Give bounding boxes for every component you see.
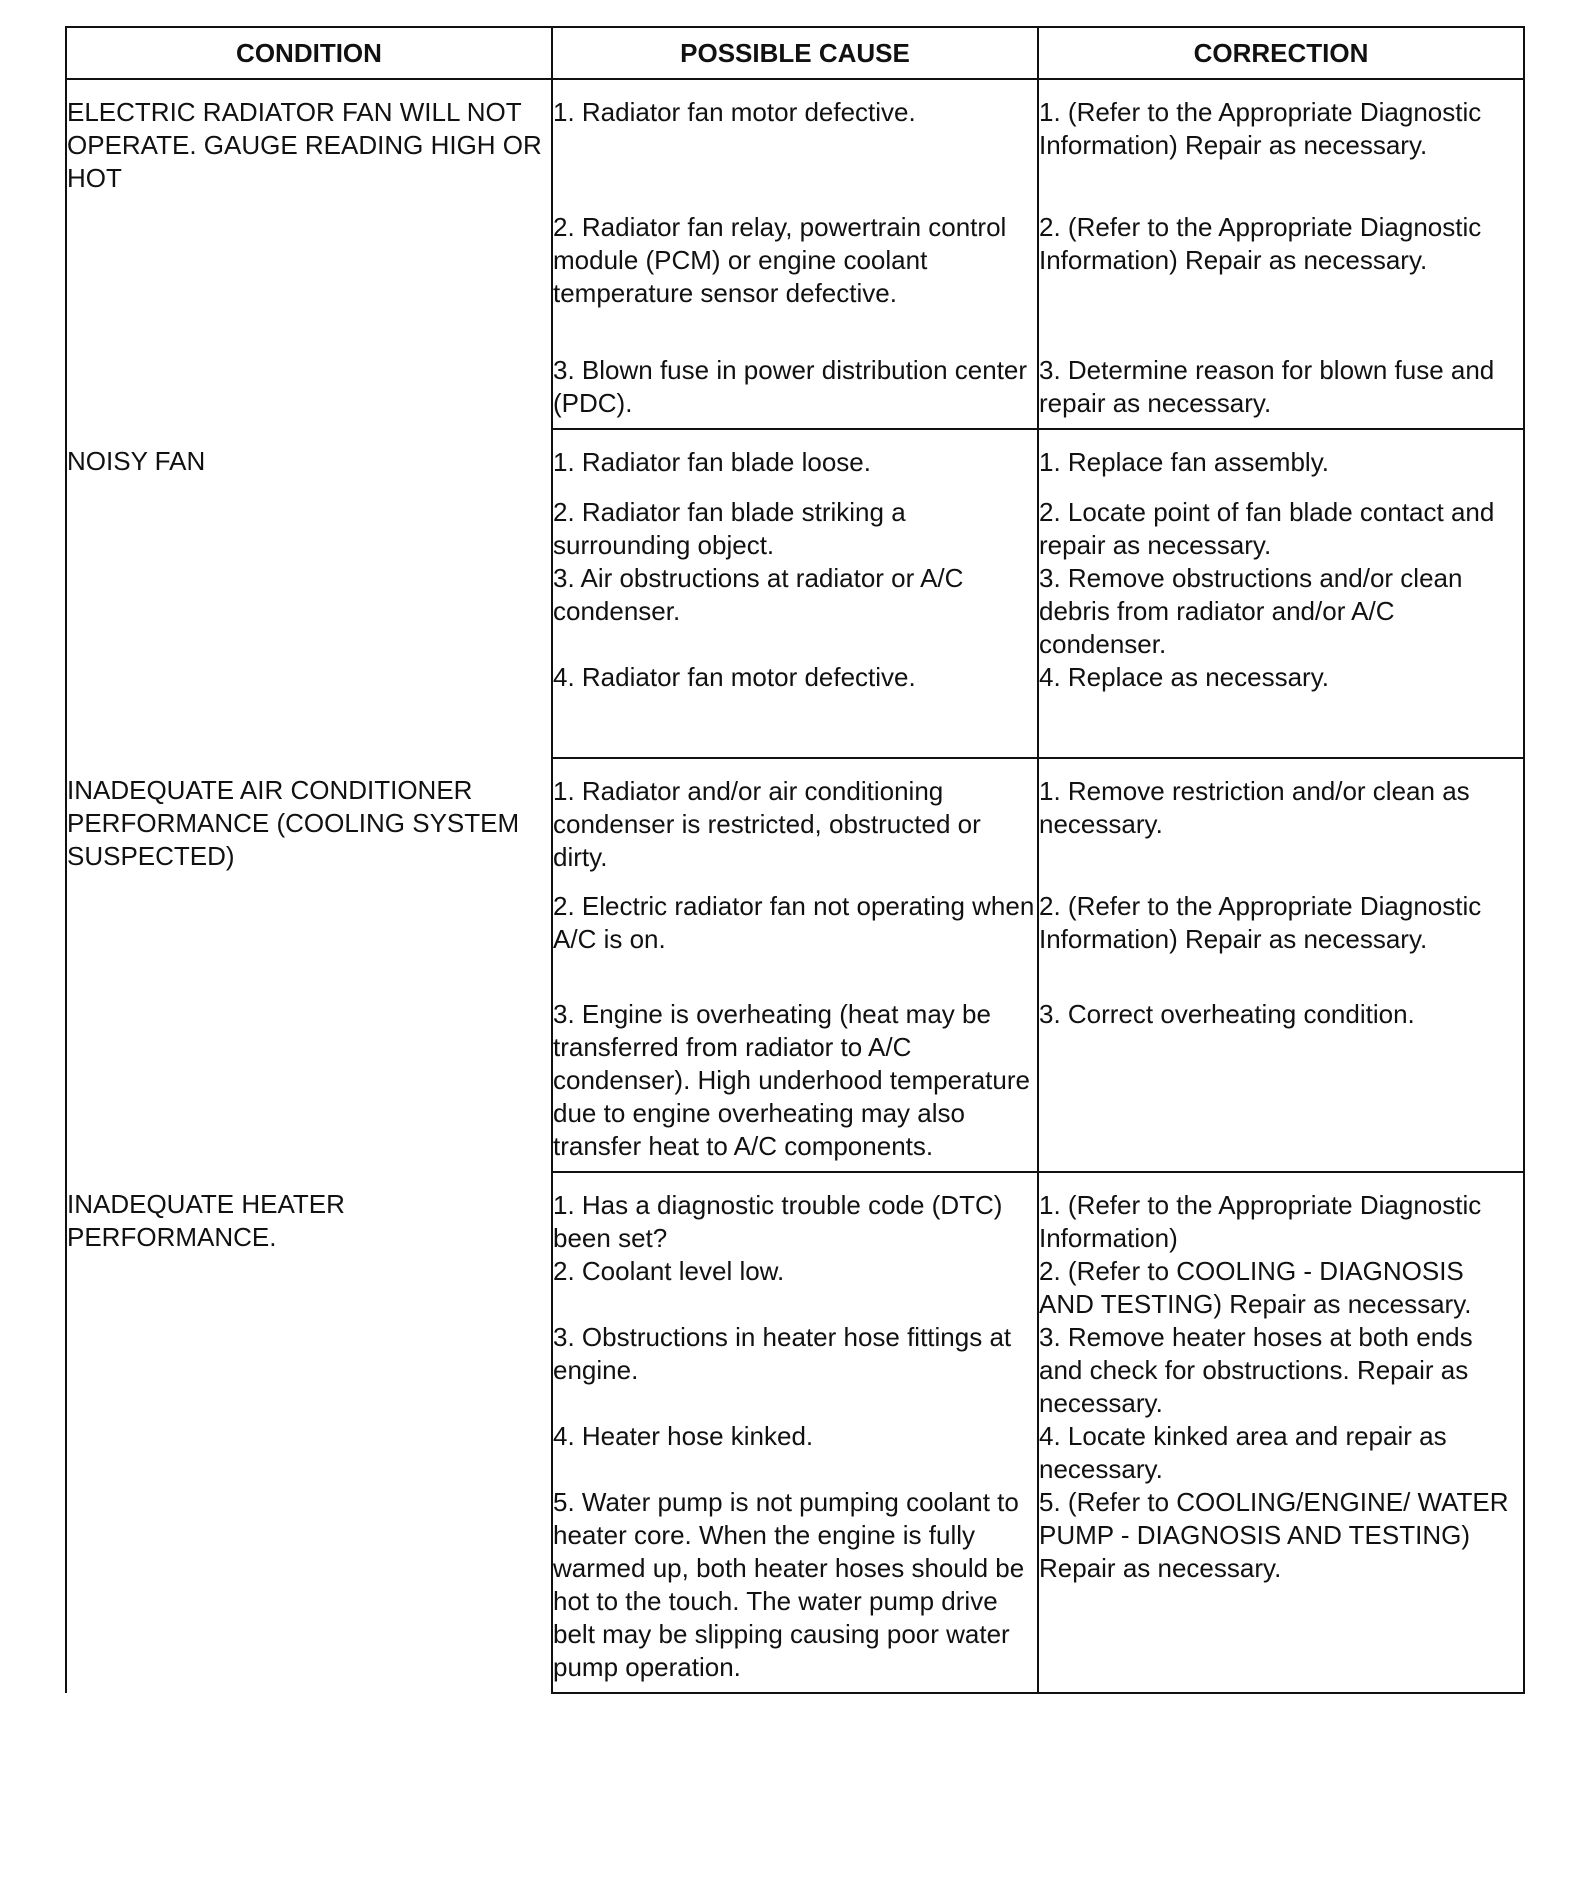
correction-cell: 3. Correct overheating condition. (1038, 998, 1524, 1172)
table-row (66, 79, 1524, 211)
cause-cell: 1. Radiator fan blade loose. (552, 429, 1038, 496)
cause-cell: 3. Air obstructions at radiator or A/C condenser. (552, 562, 1038, 661)
correction-cell: 4. Locate kinked area and repair as necessary. (1038, 1420, 1524, 1486)
cause-cell: 1. Has a diagnostic trouble code (DTC) been set? (552, 1172, 1038, 1255)
condition-cell: INADEQUATE AIR CONDITIONER PERFORMANCE (COOLING SYSTEM SUSPECTED) (66, 758, 552, 1172)
table-row (66, 1172, 1524, 1255)
cause-cell: 2. Radiator fan blade striking a surrounding object. (552, 496, 1038, 562)
header-correction: CORRECTION (1038, 27, 1524, 79)
correction-cell: 2. (Refer to COOLING - DIAGNOSIS AND TESTING) Repair as necessary. (1038, 1255, 1524, 1321)
table-row (66, 429, 1524, 496)
cause-cell: 4. Heater hose kinked. (552, 1420, 1038, 1486)
cause-cell: 5. Water pump is not pumping coolant to heater core. When the engine is fully warmed up, both heater hoses should be hot to the touch. The water pump drive belt may be slipping causing poor water pump operation. (552, 1486, 1038, 1693)
correction-cell: 2. Locate point of fan blade contact and repair as necessary. (1038, 496, 1524, 562)
cause-cell: 4. Radiator fan motor defective. (552, 661, 1038, 758)
correction-cell: 4. Replace as necessary. (1038, 661, 1524, 758)
cause-cell: 2. Electric radiator fan not operating when A/C is on. (552, 890, 1038, 998)
header-condition: CONDITION (66, 27, 552, 79)
cause-cell: 2. Radiator fan relay, powertrain control module (PCM) or engine coolant temperature sensor defective. (552, 211, 1038, 354)
cause-cell: 3. Blown fuse in power distribution center (PDC). (552, 354, 1038, 429)
correction-cell: 3. Determine reason for blown fuse and repair as necessary. (1038, 354, 1524, 429)
cause-cell: 1. Radiator fan motor defective. (552, 79, 1038, 211)
condition-cell: NOISY FAN (66, 429, 552, 758)
header-possible-cause: POSSIBLE CAUSE (552, 27, 1038, 79)
correction-cell: 1. Remove restriction and/or clean as necessary. (1038, 758, 1524, 890)
cause-cell: 2. Coolant level low. (552, 1255, 1038, 1321)
correction-cell: 3. Remove heater hoses at both ends and check for obstructions. Repair as necessary. (1038, 1321, 1524, 1420)
correction-cell: 2. (Refer to the Appropriate Diagnostic Information) Repair as necessary. (1038, 211, 1524, 354)
cause-cell: 3. Obstructions in heater hose fittings at engine. (552, 1321, 1038, 1420)
correction-cell: 2. (Refer to the Appropriate Diagnostic Information) Repair as necessary. (1038, 890, 1524, 998)
correction-cell: 1. (Refer to the Appropriate Diagnostic Information) (1038, 1172, 1524, 1255)
table-row (66, 758, 1524, 890)
correction-cell: 5. (Refer to COOLING/ENGINE/ WATER PUMP - DIAGNOSIS AND TESTING) Repair as necessary. (1038, 1486, 1524, 1693)
cause-cell: 3. Engine is overheating (heat may be transferred from radiator to A/C condenser). High underhood temperature due to engine overheating may also transfer heat to A/C components. (552, 998, 1038, 1172)
correction-cell: 3. Remove obstructions and/or clean debris from radiator and/or A/C condenser. (1038, 562, 1524, 661)
diagnosis-table (65, 26, 1525, 1694)
correction-cell: 1. (Refer to the Appropriate Diagnostic Information) Repair as necessary. (1038, 79, 1524, 211)
condition-cell: ELECTRIC RADIATOR FAN WILL NOT OPERATE. GAUGE READING HIGH OR HOT (66, 79, 552, 429)
cause-cell: 1. Radiator and/or air conditioning condenser is restricted, obstructed or dirty. (552, 758, 1038, 890)
header-row (66, 27, 1524, 79)
condition-cell: INADEQUATE HEATER PERFORMANCE. (66, 1172, 552, 1693)
correction-cell: 1. Replace fan assembly. (1038, 429, 1524, 496)
